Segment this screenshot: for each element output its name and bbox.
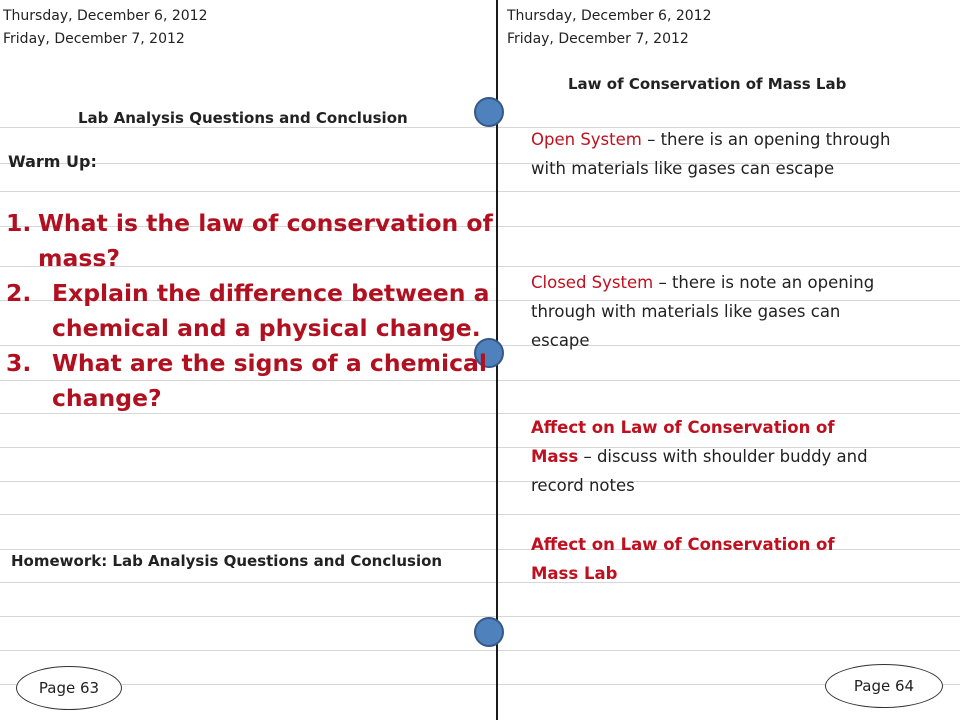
question-number: 3. (6, 349, 32, 377)
right-date-1: Thursday, December 6, 2012 (507, 8, 712, 24)
open-system-definition (531, 125, 891, 183)
open-system-term: Open System (531, 130, 642, 149)
warm-up-questions (0, 206, 495, 416)
homework-line: Homework: Lab Analysis Questions and Conclusion (11, 552, 443, 570)
question-item (0, 276, 495, 346)
question-item (0, 346, 495, 416)
left-page-title: Lab Analysis Questions and Conclusion (78, 109, 408, 127)
question-text: What are the signs of a chemical change? (52, 349, 487, 412)
binder-ring-top (474, 97, 504, 127)
affect-text: – discuss with shoulder buddy and record notes (531, 447, 868, 495)
warm-up-label: Warm Up: (8, 152, 97, 171)
question-number: 2. (6, 279, 32, 307)
question-text: What is the law of conservation of mass? (38, 209, 493, 272)
question-item (0, 206, 495, 276)
affect-lab-heading: Affect on Law of Conservation of Mass Lab (531, 535, 835, 583)
right-page-number: Page 64 (825, 664, 943, 708)
left-date-1: Thursday, December 6, 2012 (3, 8, 208, 24)
open-system-text: – there is an opening through with materials like gases can escape (531, 130, 891, 178)
right-date-2: Friday, December 7, 2012 (507, 31, 689, 47)
closed-system-definition (531, 268, 891, 355)
affect-discussion (531, 413, 871, 500)
closed-system-term: Closed System (531, 273, 654, 292)
question-number: 1. (6, 209, 32, 237)
left-date-2: Friday, December 7, 2012 (3, 31, 185, 47)
binder-ring-bottom (474, 617, 504, 647)
left-page-number: Page 63 (16, 666, 122, 710)
affect-term: Affect on Law of Conservation of Mass (531, 418, 835, 466)
closed-system-text: – there is note an opening through with materials like gases can escape (531, 273, 875, 350)
right-page-title: Law of Conservation of Mass Lab (568, 75, 847, 93)
question-text: Explain the difference between a chemical and a physical change. (52, 279, 490, 342)
